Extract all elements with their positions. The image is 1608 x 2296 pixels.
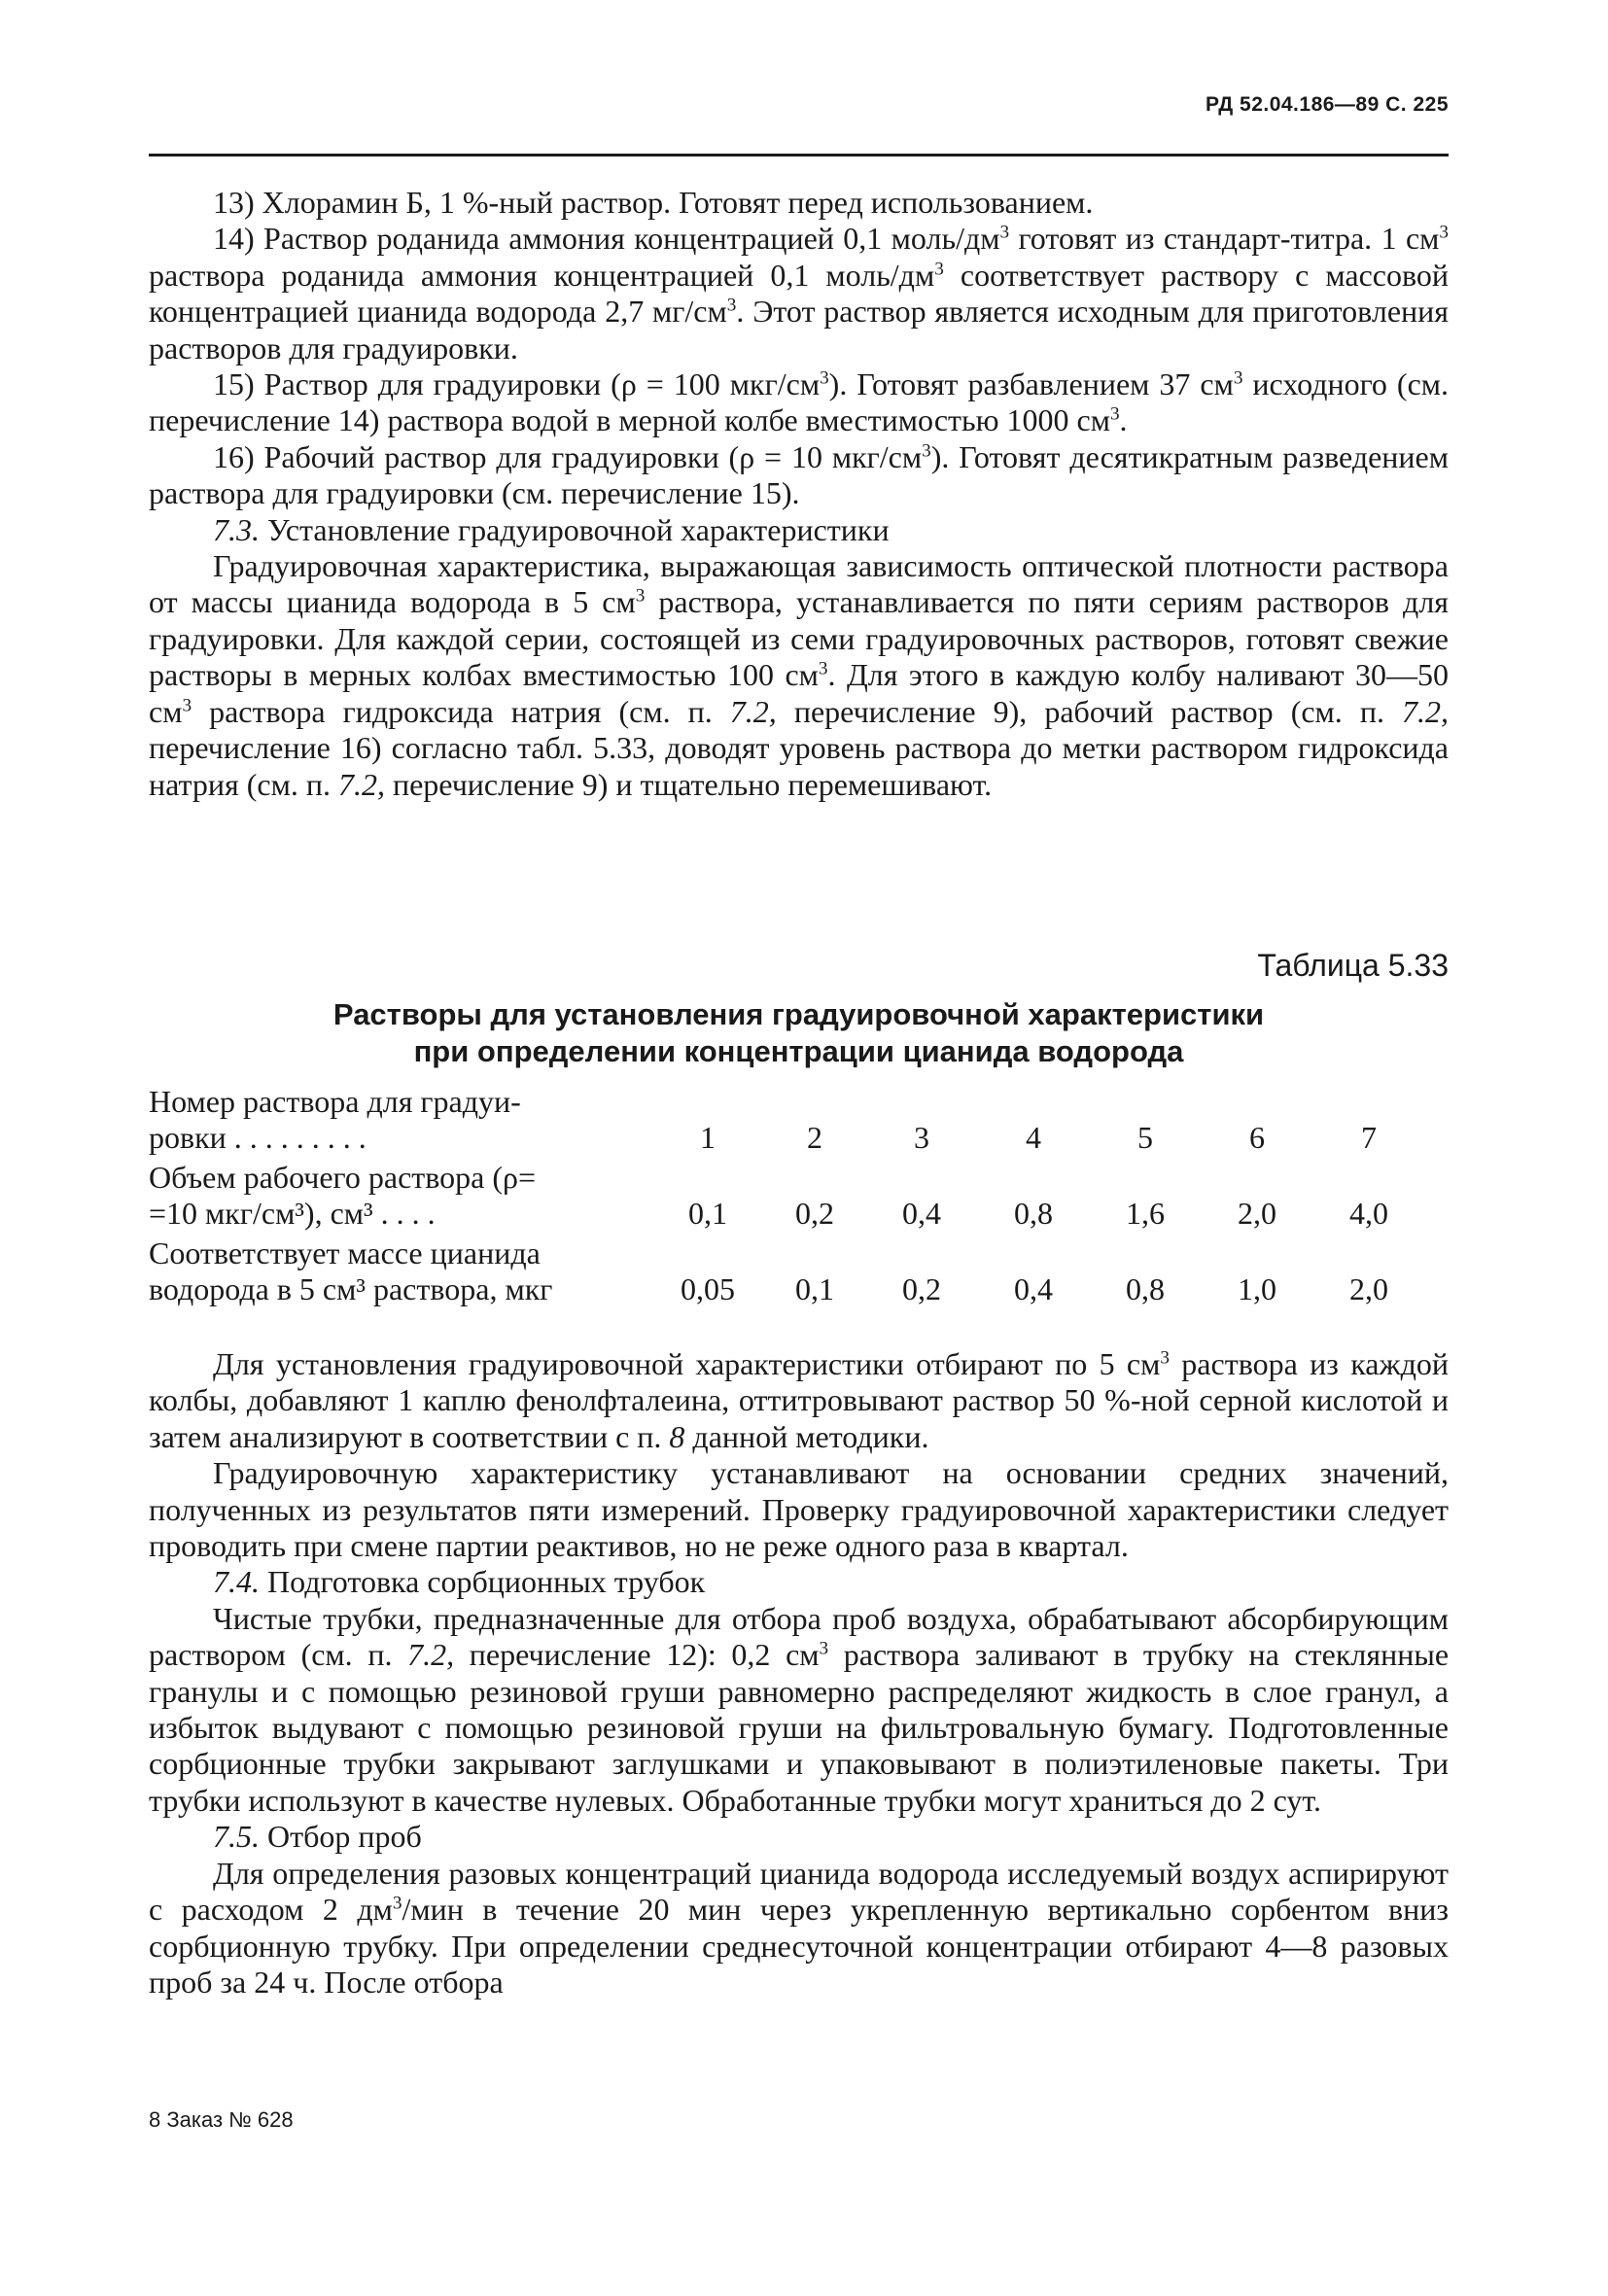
table-title-line: Растворы для установления градуировочной характеристики bbox=[332, 997, 1265, 1031]
table-cell: 0,4 bbox=[902, 1196, 941, 1231]
table-cell: 2 bbox=[807, 1120, 822, 1155]
table-title bbox=[149, 996, 1449, 1070]
table-cell: 4,0 bbox=[1349, 1196, 1388, 1231]
row-label: Объем рабочего раствора (ρ= =10 мкг/см³), см³ . . . . bbox=[149, 1160, 537, 1231]
paragraph-item-15: 15) Раствор для градуировки (ρ = 100 мкг/$см^3$). Готовят разбавлением 37 $см^3$ исходного (см. перечисление 14) раствора водой в мерной колбе вместимостью 1000 $см^3$. bbox=[149, 366, 1450, 438]
table-cell: 0,1 bbox=[795, 1271, 834, 1306]
table-cell: 2,0 bbox=[1238, 1196, 1276, 1231]
body-text-top bbox=[149, 185, 1449, 803]
paragraph-item-16: 16) Рабочий раствор для градуировки (ρ = 10 мкг/$см^3$). Готовят десятикратным разведением раствора для градуировки (см. перечисление 15). bbox=[149, 438, 1450, 511]
paragraph-7-5: Для определения разовых концентраций цианида водорода исследуемый воздух аспирируют с расходом 2 $дм^3$/мин в течение 20 мин через укрепленную вертикально сорбентом вниз сорбционную трубку. При определении среднесуточной концентрации отбирают 4—8 разовых проб за 24 ч. После отбора bbox=[149, 1855, 1450, 2000]
table-cell: 2,0 bbox=[1349, 1271, 1388, 1306]
section-heading-7-3: 7.3. Установление градуировочной характеристики bbox=[213, 511, 890, 547]
section-heading-7-5: 7.5. Отбор проб bbox=[213, 1819, 422, 1855]
body-text-bottom bbox=[149, 1346, 1449, 2000]
running-head: РД 52.04.186—89 С. 225 bbox=[1206, 93, 1449, 116]
paragraph-calibration: Для установления градуировочной характеристики отбирают по 5 $см^3$ раствора из каждой колбы, добавляют 1 каплю фенолфталеина, оттитровывают раствор 50 %-ной серной кислотой и затем анализируют в соответствии с п. 8 данной методики. bbox=[149, 1346, 1450, 1454]
table-cell: 3 bbox=[914, 1120, 929, 1155]
table-cell: 4 bbox=[1026, 1120, 1041, 1155]
table-row bbox=[149, 1084, 1449, 1160]
table-row bbox=[149, 1235, 1449, 1311]
table-cell: 6 bbox=[1249, 1120, 1265, 1155]
table-cell: 0,1 bbox=[688, 1196, 727, 1231]
row-label: Номер раствора для градуи- ровки . . . . . . . . . bbox=[149, 1084, 521, 1155]
table-title-line: при определении концентрации цианида водорода bbox=[413, 1034, 1184, 1068]
table-row bbox=[149, 1160, 1449, 1235]
paragraph-calibration-check: Градуировочную характеристику устанавливают на основании средних значений, полученных из результатов пяти измерений. Проверку градуировочной характеристики следует проводить при смене партии реактивов, но не реже одного раза в квартал. bbox=[149, 1455, 1449, 1564]
table-cell: 0,8 bbox=[1126, 1271, 1165, 1306]
table-caption: Таблица 5.33 bbox=[1257, 948, 1449, 983]
table-cell: 1,0 bbox=[1238, 1271, 1276, 1306]
section-heading-7-4: 7.4. Подготовка сорбционных трубок bbox=[213, 1564, 706, 1600]
table-cell: 0,2 bbox=[795, 1196, 834, 1231]
table-cell: 1,6 bbox=[1126, 1196, 1165, 1231]
page-footer: 8 Заказ № 628 bbox=[149, 2107, 294, 2132]
paragraph-7-3: Градуировочная характеристика, выражающая зависимость оптической плотности раствора от массы цианида водорода в 5 $см^3$ раствора, устанавливается по пяти сериям растворов для градуировки. Для каждой серии, состоящей из семи градуировочных растворов, готовят свежие растворы в мерных колбах вместимостью 100 $см^3$. Для этого в каждую колбу наливают 30—50 $см^3$ раствора гидроксида натрия (см. п. 7.2, перечисление 9), рабочий раствор (см. п. 7.2, перечисление 16) согласно табл. 5.33, доводят уровень раствора до метки раствором гидроксида натрия (см. п. 7.2, перечисление 9) и тщательно перемешивают. bbox=[149, 548, 1450, 802]
row-label: Соответствует массе цианида водорода в 5 см³ раствора, мкг bbox=[149, 1235, 553, 1306]
paragraph-7-4: Чистые трубки, предназначенные для отбора проб воздуха, обрабатывают абсорбирующим раствором (см. п. 7.2, перечисление 12): 0,2 $см^3$ раствора заливают в трубку на стеклянные гранулы и с помощью резиновой груши равномерно распределяют жидкость в слое гранул, а избыток выдувают с помощью резиновой груши на фильтровальную бумагу. Подготовленные сорбционные трубки закрывают заглушками и упаковывают в полиэтиленовые пакеты. Три трубки используют в качестве нулевых. Обработанные трубки могут храниться до 2 сут. bbox=[149, 1600, 1450, 1818]
paragraph-item-14: 14) Раствор роданида аммония концентрацией 0,1 моль/$дм^3$ готовят из стандарт-титра. 1 $см^3$ раствора роданида аммония концентрацией 0,1 моль/$дм^3$ соответствует раствору с массовой концентрацией цианида водорода 2,7 $мг/см^3$. Этот раствор является исходным для приготовления растворов для градуировки. bbox=[149, 221, 1450, 365]
table-cell: 7 bbox=[1361, 1120, 1377, 1155]
paragraph-item-13: 13) Хлорамин Б, 1 %-ный раствор. Готовят перед использованием. bbox=[213, 185, 1094, 220]
table-cell: 0,2 bbox=[902, 1271, 941, 1306]
header-rule bbox=[149, 154, 1449, 157]
table-cell: 5 bbox=[1137, 1120, 1153, 1155]
table-cell: 0,05 bbox=[681, 1271, 735, 1306]
data-table bbox=[149, 1084, 1449, 1311]
table-cell: 1 bbox=[700, 1120, 716, 1155]
table-cell: 0,8 bbox=[1014, 1196, 1053, 1231]
table-cell: 0,4 bbox=[1014, 1271, 1053, 1306]
